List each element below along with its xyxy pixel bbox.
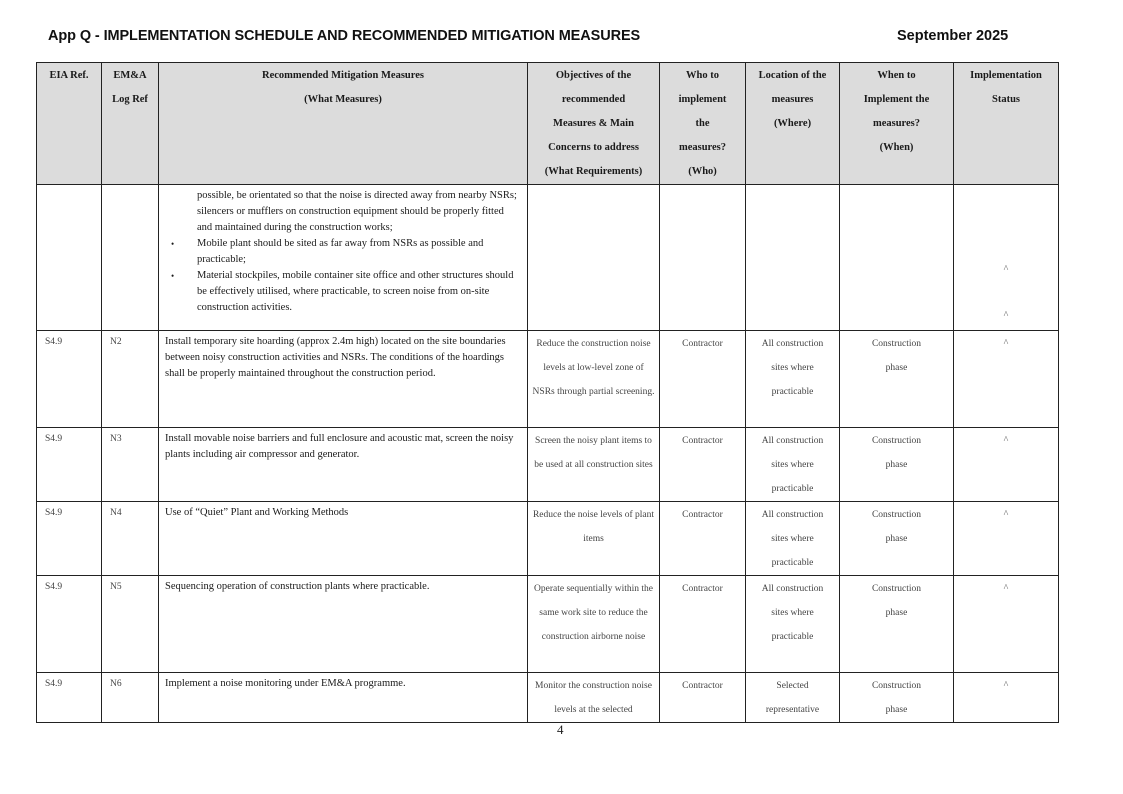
status-cell: [954, 185, 1059, 331]
who-cell: Contractor: [660, 576, 746, 673]
column-header-objectives: [528, 63, 660, 185]
when-cell: Construction phase: [840, 576, 954, 673]
implementation-schedule-table: [36, 62, 1059, 723]
measure-cell: Install movable noise barriers and full enclosure and acoustic mat, screen the noisy plants including air compressor and generator.: [159, 428, 528, 502]
measure-bullet-text: Material stockpiles, mobile container site office and other structures should be effectively utilised, where practicable, to screen noise from on-site construction activities.: [197, 270, 514, 313]
table-row-continuation: [37, 185, 1059, 331]
column-header-line: Who to: [686, 70, 719, 81]
column-header-line: measures?: [678, 142, 727, 153]
status-cell: ^: [954, 331, 1059, 428]
objectives-cell: [528, 185, 660, 331]
when-cell: Construction phase: [840, 428, 954, 502]
measure-bullet-item: [165, 188, 521, 236]
column-header-line: the: [695, 118, 710, 129]
column-header-who-to-implement: [660, 63, 746, 185]
log-ref-cell: N4: [102, 502, 159, 576]
status-mark: ^: [1003, 310, 1009, 321]
measure-cell: Implement a noise monitoring under EM&A programme.: [159, 673, 528, 723]
who-cell: Contractor: [660, 502, 746, 576]
eia-ref-cell: S4.9: [37, 673, 102, 723]
column-header-recommended-measures: [159, 63, 528, 185]
column-header-line: Implementation: [970, 70, 1042, 81]
measure-bullet-text: Mobile plant should be sited as far away from NSRs as possible and practicable;: [197, 238, 484, 265]
eia-ref-cell: S4.9: [37, 502, 102, 576]
page-number: 4: [557, 722, 564, 737]
column-header-line: Log Ref: [112, 94, 148, 105]
column-header-line: EIA Ref.: [49, 70, 89, 81]
column-header-em-a-log-ref: [102, 63, 159, 185]
objectives-cell: Reduce the construction noise levels at low-level zone of NSRs through partial screening.: [528, 331, 660, 428]
who-cell: Contractor: [660, 673, 746, 723]
column-header-line: Objectives of the: [555, 70, 632, 81]
objectives-cell: Screen the noisy plant items to be used at all construction sites: [528, 428, 660, 502]
where-cell: All construction sites where practicable: [746, 502, 840, 576]
where-cell: All construction sites where practicable: [746, 576, 840, 673]
when-cell: Construction phase: [840, 673, 954, 723]
column-header-when-to-implement: [840, 63, 954, 185]
eia-ref-cell: S4.9: [37, 576, 102, 673]
who-cell: Contractor: [660, 428, 746, 502]
log-ref-cell: N2: [102, 331, 159, 428]
when-cell: Construction phase: [840, 502, 954, 576]
status-cell: ^: [954, 428, 1059, 502]
column-header-line: (Where): [773, 118, 812, 129]
status-mark: ^: [1003, 264, 1009, 275]
measure-bullet-item: [165, 268, 521, 316]
measure-cell: Install temporary site hoarding (approx 2.4m high) located on the site boundaries between noisy construction activities and NSRs. The conditions of the hoardings shall be properly maintained throughout the construction period.: [159, 331, 528, 428]
column-header-implementation-status: [954, 63, 1059, 185]
column-header-line: (What Measures): [304, 94, 382, 105]
when-cell: Construction phase: [840, 331, 954, 428]
table-header-row: [37, 63, 1059, 185]
objectives-cell: Reduce the noise levels of plant items: [528, 502, 660, 576]
log-ref-cell: N5: [102, 576, 159, 673]
measure-bullet-item: [165, 236, 521, 268]
column-header-eia-ref: [37, 63, 102, 185]
document-title: App Q - IMPLEMENTATION SCHEDULE AND RECOMMENDED MITIGATION MEASURES: [48, 28, 641, 44]
measure-cell: [159, 185, 528, 331]
column-header-line: Recommended Mitigation Measures: [262, 70, 424, 81]
log-ref-cell: [102, 185, 159, 331]
column-header-line: measures?: [872, 118, 921, 129]
measure-bullet-text: possible, be orientated so that the noise is directed away from nearby NSRs; silencers or mufflers on construction equipment should be properly fitted and maintained during the construction works;: [197, 190, 517, 233]
who-cell: Contractor: [660, 331, 746, 428]
table-row: [37, 428, 1059, 502]
status-cell: ^: [954, 576, 1059, 673]
table-row: [37, 673, 1059, 723]
column-header-line: Measures & Main: [553, 118, 634, 129]
log-ref-cell: N3: [102, 428, 159, 502]
status-cell: ^: [954, 673, 1059, 723]
log-ref-cell: N6: [102, 673, 159, 723]
column-header-location: [746, 63, 840, 185]
column-header-line: When to: [877, 70, 916, 81]
document-date: September 2025: [897, 28, 1009, 44]
where-cell: All construction sites where practicable: [746, 428, 840, 502]
measure-cell: Use of “Quiet” Plant and Working Methods: [159, 502, 528, 576]
column-header-line: EM&A: [113, 70, 147, 81]
column-header-line: recommended: [561, 94, 626, 105]
column-header-line: measures: [771, 94, 814, 105]
eia-ref-cell: S4.9: [37, 331, 102, 428]
column-header-line: Implement the: [863, 94, 930, 105]
bullet-icon: •: [171, 239, 175, 249]
table-row: [37, 576, 1059, 673]
column-header-line: (Who): [688, 166, 717, 177]
column-header-line: implement: [678, 94, 727, 105]
eia-ref-cell: [37, 185, 102, 331]
column-header-line: Concerns to address: [548, 142, 639, 153]
column-header-line: (When): [879, 142, 914, 153]
column-header-line: Location of the: [758, 70, 827, 81]
objectives-cell: Monitor the construction noise levels at the selected: [528, 673, 660, 723]
table-row: [37, 502, 1059, 576]
measure-bullet-list: [165, 188, 521, 316]
eia-ref-cell: S4.9: [37, 428, 102, 502]
column-header-line: Status: [991, 94, 1020, 105]
where-cell: Selected representative: [746, 673, 840, 723]
who-cell: [660, 185, 746, 331]
column-header-line: (What Requirements): [544, 166, 643, 177]
objectives-cell: Operate sequentially within the same work site to reduce the construction airborne noise: [528, 576, 660, 673]
measure-cell: Sequencing operation of construction plants where practicable.: [159, 576, 528, 673]
where-cell: [746, 185, 840, 331]
where-cell: All construction sites where practicable: [746, 331, 840, 428]
table-row: [37, 331, 1059, 428]
bullet-icon: •: [171, 271, 175, 281]
when-cell: [840, 185, 954, 331]
status-cell: ^: [954, 502, 1059, 576]
